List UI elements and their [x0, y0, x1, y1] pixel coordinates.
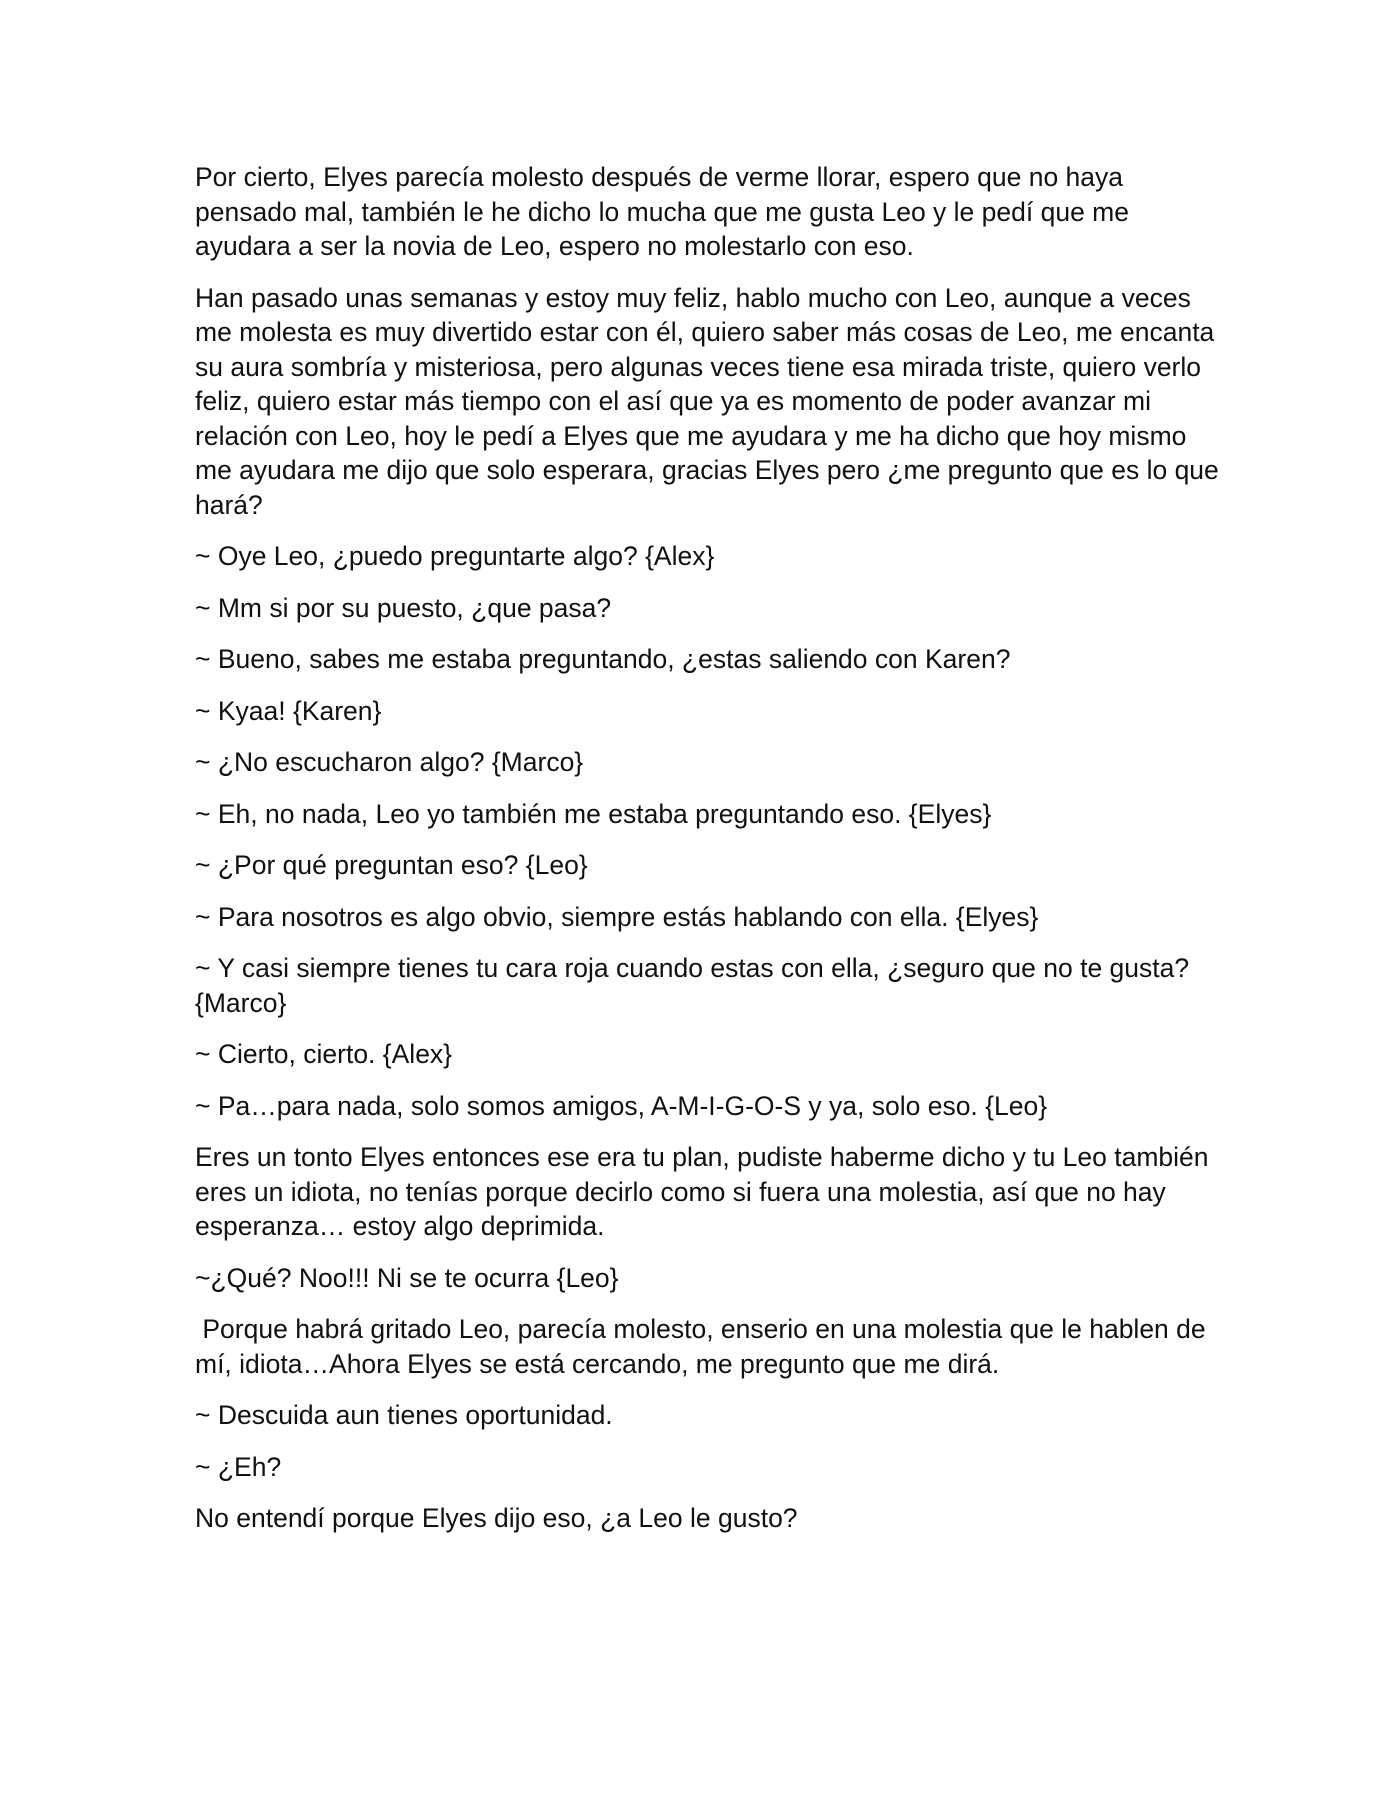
dialogue-line: ~ Bueno, sabes me estaba preguntando, ¿estas saliendo con Karen? — [195, 644, 1011, 674]
narration-paragraph: Porque habrá gritado Leo, parecía molesto, enserio en una molestia que le hablen de mí, idiota…Ahora Elyes se está cercando, me pregunto que me dirá. — [195, 1314, 1214, 1379]
dialogue-line: ~ Y casi siempre tienes tu cara roja cuando estas con ella, ¿seguro que no te gusta? {Marco} — [195, 953, 1190, 1018]
document-page — [195, 160, 1225, 1553]
dialogue-line: ~ Kyaa! {Karen} — [195, 695, 382, 726]
dialogue-line: ~ Pa…para nada, solo somos amigos, A-M-I-G-O-S y ya, solo eso. {Leo} — [195, 1090, 1048, 1121]
narration-paragraph: Por cierto, Elyes parecía molesto después de verme llorar, espero que no haya pensado mal, también le he dicho lo mucha que me gusta Leo y le pedí que me ayudara a ser la novia de Leo, espero no molestarlo con eso. — [195, 162, 1129, 261]
dialogue-line: ~ Eh, no nada, Leo yo también me estaba preguntando eso. {Elyes} — [195, 798, 992, 829]
dialogue-line: ~ Mm si por su puesto, ¿que pasa? — [195, 592, 612, 623]
dialogue-line: ~ ¿No escucharon algo? {Marco} — [195, 747, 584, 777]
narration-paragraph: No entendí porque Elyes dijo eso, ¿a Leo le gusto? — [195, 1503, 798, 1533]
dialogue-line: ~ Para nosotros es algo obvio, siempre estás hablando con ella. {Elyes} — [195, 901, 1039, 932]
narration-paragraph: Han pasado unas semanas y estoy muy feliz, hablo mucho con Leo, aunque a veces me molesta es muy divertido estar con él, quiero saber más cosas de Leo, me encanta su aura sombría y misteriosa, pero algunas veces tiene esa mirada triste, quiero verlo feliz, quiero estar más tiempo con el así que ya es momento de poder avanzar mi relación con Leo, hoy le pedí a Elyes que me ayudara y me ha dicho que hoy mismo me ayudara me dijo que solo esperara, gracias Elyes pero ¿me pregunto que es lo que hará? — [195, 282, 1219, 520]
dialogue-line: ~¿Qué? Noo!!! Ni se te ocurra {Leo} — [195, 1262, 619, 1293]
narration-paragraph: Eres un tonto Elyes entonces ese era tu plan, pudiste haberme dicho y tu Leo también eres un idiota, no tenías porque decirlo como si fuera una molestia, así que no hay esperanza… estoy algo deprimida. — [195, 1142, 1209, 1241]
dialogue-line: ~ Oye Leo, ¿puedo preguntarte algo? {Alex} — [195, 541, 715, 571]
dialogue-line: ~ ¿Por qué preguntan eso? {Leo} — [195, 850, 588, 880]
dialogue-line: ~ Descuida aun tienes oportunidad. — [195, 1400, 613, 1430]
dialogue-line: ~ ¿Eh? — [195, 1451, 282, 1482]
dialogue-line: ~ Cierto, cierto. {Alex} — [195, 1039, 453, 1069]
